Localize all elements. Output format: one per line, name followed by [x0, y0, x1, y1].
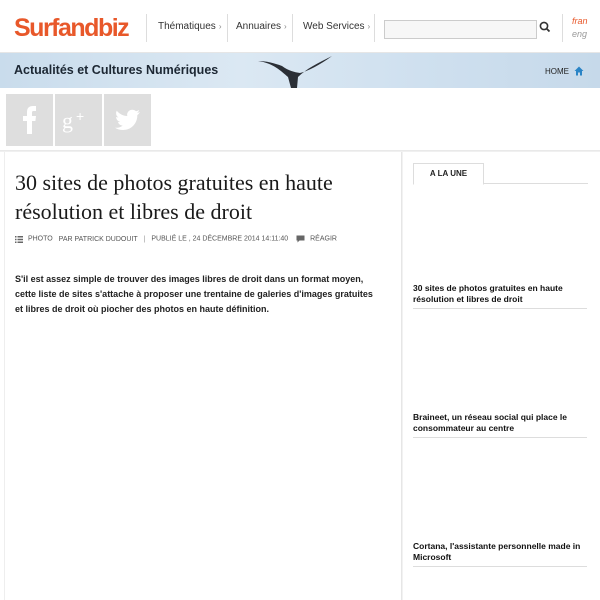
- chevron-right-icon: ›: [218, 22, 222, 31]
- nav-divider: [146, 14, 147, 42]
- google-plus-icon: [55, 94, 102, 146]
- sidebar-item[interactable]: 30 sites de photos gratuites en haute résolution et libres de droit: [413, 283, 563, 304]
- nav-item-annuaires[interactable]: [236, 21, 287, 32]
- nav-label: Web Services: [303, 21, 365, 32]
- search-icon: [537, 19, 553, 35]
- article-intro: S'il est assez simple de trouver des images libres de droit dans un format moyen, cette liste de sites s'attache à proposer une trentaine de galeries d'images gratuites et libres de droit où piocher des photos en haute définition.: [15, 274, 373, 314]
- chevron-right-icon: ›: [284, 22, 287, 31]
- home-link[interactable]: [545, 66, 584, 76]
- sidebar-divider: [413, 566, 587, 567]
- nav-divider: [374, 14, 375, 42]
- section-title: Actualités et Cultures Numériques: [14, 63, 219, 77]
- nav-label: Thématiques: [158, 21, 216, 32]
- sidebar-divider: [413, 437, 587, 438]
- search-button[interactable]: [537, 19, 553, 35]
- facebook-share-button[interactable]: [6, 94, 53, 146]
- home-icon: [574, 66, 584, 76]
- google-plus-share-button[interactable]: [55, 94, 102, 146]
- react-link[interactable]: RÉAGIR: [310, 235, 337, 243]
- twitter-share-button[interactable]: [104, 94, 151, 146]
- article-author: PAR PATRICK DUDOUIT: [58, 235, 138, 243]
- chevron-right-icon: ›: [367, 22, 371, 31]
- sidebar-divider: [413, 308, 587, 309]
- nav-divider: [227, 14, 228, 42]
- section-banner: [0, 53, 600, 88]
- home-label: HOME: [545, 67, 569, 76]
- bird-illustration: [248, 53, 338, 88]
- search-input[interactable]: [384, 20, 537, 39]
- article-category[interactable]: PHOTO: [27, 235, 53, 243]
- lang-divider: [562, 14, 563, 42]
- lang-en[interactable]: eng: [572, 29, 588, 39]
- comment-icon: [296, 235, 305, 243]
- tab-a-la-une[interactable]: A LA UNE: [413, 163, 484, 185]
- top-header: [0, 0, 600, 53]
- sidebar-item[interactable]: Cortana, l'assistante personnelle made in Microsoft: [413, 541, 581, 562]
- lang-fr[interactable]: fran: [572, 16, 588, 26]
- list-icon: [15, 236, 23, 243]
- site-logo[interactable]: Surfandbiz: [14, 14, 129, 42]
- article-date: PUBLIÉ LE , 24 DÉCEMBRE 2014 14:11:40: [151, 235, 289, 243]
- meta-separator: |: [143, 235, 146, 243]
- sidebar-item[interactable]: Braineet, un réseau social qui place le consommateur au centre: [413, 412, 568, 433]
- twitter-icon: [104, 94, 151, 146]
- article-meta: [15, 235, 337, 243]
- nav-label: Annuaires: [236, 21, 282, 32]
- article-title: 30 sites de photos gratuites en haute résolution et libres de droit: [15, 170, 333, 224]
- article-main: [4, 152, 402, 600]
- social-share-bar: [0, 88, 600, 151]
- svg-text:g: g: [62, 108, 73, 133]
- nav-item-thematiques[interactable]: [158, 21, 221, 32]
- nav-divider: [292, 14, 293, 42]
- facebook-icon: [6, 94, 53, 146]
- sidebar: [402, 152, 600, 600]
- svg-text:+: +: [76, 108, 85, 124]
- nav-item-web-services[interactable]: [303, 21, 370, 32]
